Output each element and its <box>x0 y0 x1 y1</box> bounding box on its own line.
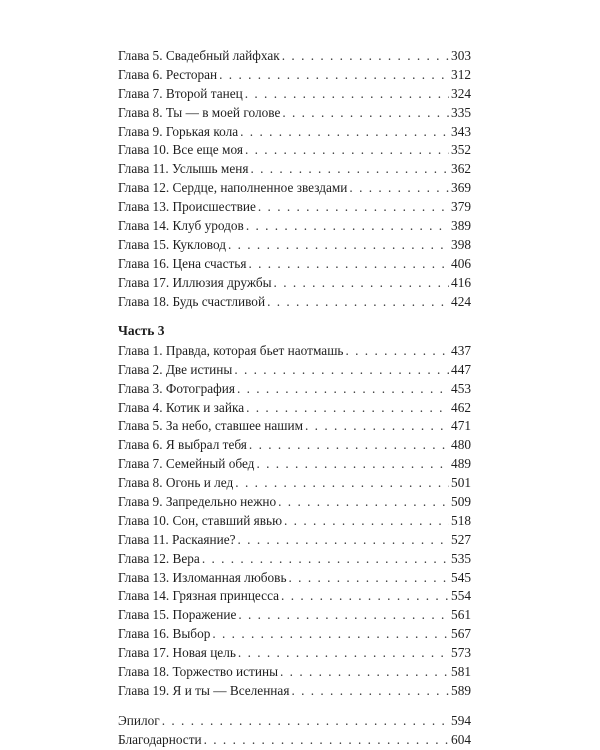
dot-leader <box>278 493 449 512</box>
toc-entry-title: Глава 5. Свадебный лайфхак <box>118 48 280 63</box>
toc-entry-title: Глава 10. Все еще моя <box>118 142 243 158</box>
toc-entry-title: Глава 5. За небо, ставшее нашим <box>118 418 304 434</box>
toc-entry-page-number: 447 <box>451 361 471 377</box>
toc-entry-page-number: 509 <box>451 493 471 509</box>
toc-entry <box>118 493 471 512</box>
dot-leader <box>240 123 449 142</box>
dot-leader <box>204 731 449 750</box>
toc-entry-title: Глава 6. Я выбрал тебя <box>118 437 247 453</box>
toc-entry-title: Глава 2. Две истины <box>118 361 233 377</box>
toc-entry-page-number: 527 <box>451 531 471 547</box>
toc-entry-page-number: 369 <box>451 180 471 196</box>
toc-entry-title: Глава 1. Правда, которая бьет наотмашь <box>118 342 344 358</box>
toc-entry-title: Глава 13. Происшествие <box>118 199 256 215</box>
toc-entry <box>118 380 471 399</box>
toc-entry <box>118 179 471 198</box>
toc-entry <box>118 217 471 236</box>
part2-chapter-list <box>118 47 471 311</box>
dot-leader <box>349 179 449 198</box>
toc-entry <box>118 104 471 123</box>
toc-entry-page-number: 589 <box>451 682 471 698</box>
toc-entry-page-number: 501 <box>451 475 471 491</box>
toc-entry-page-number: 462 <box>451 399 471 415</box>
toc-entry-title: Глава 3. Фотография <box>118 380 235 396</box>
dot-leader <box>291 682 449 701</box>
dot-leader <box>219 66 449 85</box>
toc-entry-title: Глава 14. Грязная принцесса <box>118 588 280 604</box>
toc-entry-title: Глава 11. Услышь меня <box>118 161 249 177</box>
dot-leader <box>280 663 449 682</box>
toc-entry-title: Глава 11. Раскаяние? <box>118 531 236 547</box>
toc-entry <box>118 236 471 255</box>
toc-entry <box>118 399 471 418</box>
dot-leader <box>274 274 450 293</box>
toc-entry <box>118 606 471 625</box>
toc-entry-page-number: 416 <box>451 274 471 290</box>
toc-entry-page-number: 489 <box>451 456 471 472</box>
dot-leader <box>246 217 449 236</box>
dot-leader <box>238 606 449 625</box>
toc-entry-title: Глава 14. Клуб уродов <box>118 218 244 234</box>
toc-entry-title: Эпилог <box>118 712 160 728</box>
toc-entry-title: Благодарности <box>118 731 202 747</box>
dot-leader <box>202 550 449 569</box>
toc-entry <box>118 682 471 701</box>
toc-entry-page-number: 335 <box>451 104 471 120</box>
toc-entry-page-number: 389 <box>451 218 471 234</box>
toc-entry-title: Глава 18. Будь счастливой <box>118 293 266 309</box>
dot-leader <box>249 436 449 455</box>
toc-entry-title: Глава 18. Торжество истины <box>118 664 279 679</box>
toc-entry-title: Глава 16. Цена счастья <box>118 255 247 271</box>
toc-entry-page-number: 303 <box>451 48 471 63</box>
toc-entry <box>118 512 471 531</box>
dot-leader <box>228 236 449 255</box>
toc-entry-page-number: 567 <box>451 626 471 642</box>
toc-entry-title: Глава 19. Я и ты — Вселенная <box>118 682 290 698</box>
toc-entry <box>118 198 471 217</box>
toc-entry-page-number: 545 <box>451 569 471 585</box>
toc-entry-page-number: 453 <box>451 380 471 396</box>
dot-leader <box>246 399 449 418</box>
dot-leader <box>238 644 449 663</box>
dot-leader <box>346 342 450 361</box>
dot-leader <box>237 380 449 399</box>
part3-chapter-list <box>118 342 471 701</box>
toc-entry <box>118 361 471 380</box>
toc-entry-page-number: 480 <box>451 437 471 453</box>
toc-entry-title: Глава 15. Поражение <box>118 607 237 623</box>
toc-entry-title: Глава 15. Кукловод <box>118 236 226 252</box>
toc-entry-page-number: 581 <box>451 664 471 679</box>
toc-entry <box>118 274 471 293</box>
toc-entry-title: Глава 10. Сон, ставший явью <box>118 512 283 528</box>
dot-leader <box>250 160 449 179</box>
toc-entry-page-number: 362 <box>451 161 471 177</box>
toc-entry <box>118 255 471 274</box>
toc-entry-page-number: 535 <box>451 550 471 566</box>
toc-entry-page-number: 312 <box>451 66 471 82</box>
toc-entry-page-number: 471 <box>451 418 471 434</box>
toc-entry-title: Глава 16. Выбор <box>118 626 211 642</box>
toc-entry <box>118 569 471 588</box>
toc-entry <box>118 663 471 682</box>
dot-leader <box>234 361 449 380</box>
toc-entry <box>118 587 471 606</box>
toc-entry <box>118 47 471 66</box>
table-of-contents <box>118 47 471 750</box>
dot-leader <box>289 569 450 588</box>
dot-leader <box>212 625 449 644</box>
toc-entry-title: Глава 12. Сердце, наполненное звездами <box>118 180 348 196</box>
dot-leader <box>305 417 449 436</box>
toc-entry-page-number: 398 <box>451 236 471 252</box>
back-matter-list <box>118 712 471 750</box>
toc-entry-page-number: 343 <box>451 123 471 139</box>
dot-leader <box>281 587 449 606</box>
dot-leader <box>238 531 450 550</box>
toc-entry-page-number: 324 <box>451 85 471 101</box>
toc-entry-page-number: 437 <box>451 342 471 358</box>
dot-leader <box>235 474 449 493</box>
toc-entry-title: Глава 12. Вера <box>118 550 200 566</box>
toc-entry <box>118 644 471 663</box>
toc-entry-page-number: 424 <box>451 293 471 309</box>
toc-entry <box>118 731 471 750</box>
toc-entry <box>118 123 471 142</box>
dot-leader <box>282 104 449 123</box>
toc-entry <box>118 550 471 569</box>
toc-entry <box>118 66 471 85</box>
dot-leader <box>267 293 449 312</box>
dot-leader <box>248 255 449 274</box>
toc-entry <box>118 293 471 312</box>
part3-heading: Часть 3 <box>118 322 165 338</box>
toc-entry-title: Глава 6. Ресторан <box>118 66 218 82</box>
toc-entry <box>118 625 471 644</box>
toc-entry-page-number: 379 <box>451 199 471 215</box>
toc-entry-page-number: 604 <box>451 731 471 747</box>
toc-entry-page-number: 561 <box>451 607 471 623</box>
toc-entry-page-number: 594 <box>451 712 471 728</box>
toc-entry-title: Глава 7. Семейный обед <box>118 456 255 472</box>
toc-entry-title: Глава 9. Горькая кола <box>118 123 239 139</box>
toc-entry-title: Глава 17. Иллюзия дружбы <box>118 274 272 290</box>
dot-leader <box>162 712 449 731</box>
toc-entry-page-number: 352 <box>451 142 471 158</box>
toc-entry-title: Глава 4. Котик и зайка <box>118 399 245 415</box>
toc-entry-title: Глава 8. Ты — в моей голове <box>118 104 281 120</box>
toc-entry <box>118 85 471 104</box>
dot-leader <box>282 47 449 66</box>
dot-leader <box>245 141 449 160</box>
toc-entry <box>118 474 471 493</box>
dot-leader <box>245 85 449 104</box>
toc-entry <box>118 141 471 160</box>
toc-entry <box>118 712 471 731</box>
toc-entry-title: Глава 9. Запредельно нежно <box>118 493 277 509</box>
toc-entry-page-number: 406 <box>451 255 471 271</box>
toc-entry <box>118 455 471 474</box>
toc-entry-title: Глава 17. Новая цель <box>118 645 236 661</box>
toc-entry <box>118 342 471 361</box>
toc-entry-title: Глава 8. Огонь и лед <box>118 475 234 491</box>
toc-entry-page-number: 554 <box>451 588 471 604</box>
toc-entry-page-number: 573 <box>451 645 471 661</box>
dot-leader <box>256 455 449 474</box>
toc-entry-title: Глава 13. Изломанная любовь <box>118 569 287 585</box>
toc-entry <box>118 160 471 179</box>
toc-entry <box>118 417 471 436</box>
toc-entry <box>118 436 471 455</box>
section-gap <box>118 701 471 712</box>
toc-entry-page-number: 518 <box>451 512 471 528</box>
dot-leader <box>284 512 449 531</box>
toc-entry-title: Глава 7. Второй танец <box>118 85 243 101</box>
dot-leader <box>258 198 449 217</box>
toc-entry <box>118 531 471 550</box>
